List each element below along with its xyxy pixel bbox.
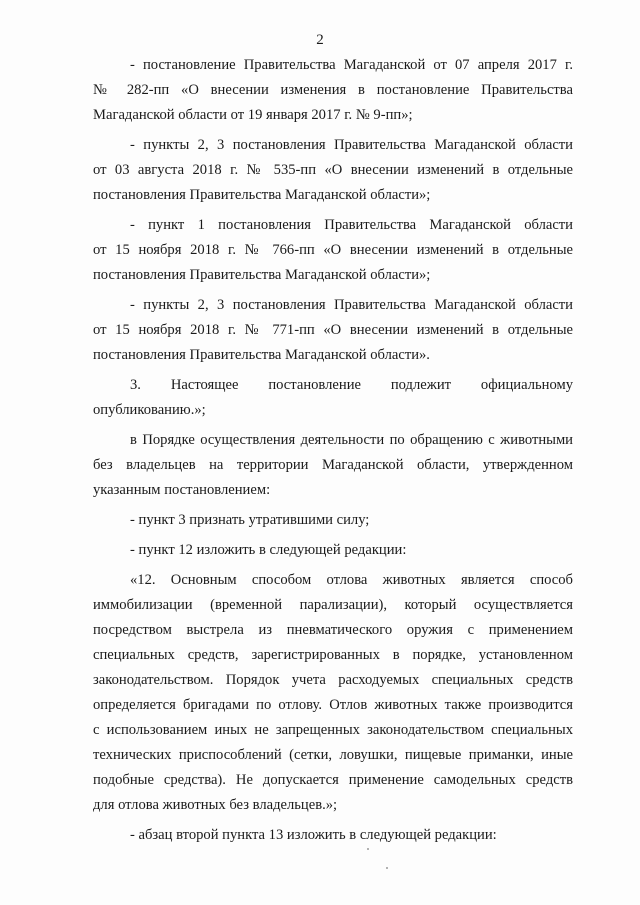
text-line: посредством выстрела из пневматического оружия с применением: [93, 622, 573, 638]
text-line: - постановление Правительства Магаданской от 07 апреля 2017 г.: [130, 57, 573, 73]
paragraph: [93, 823, 573, 848]
text-line: от 03 августа 2018 г. № 535-пп «О внесении изменений в отдельные: [93, 162, 573, 178]
scan-speck: [386, 867, 388, 869]
text-line: 3. Настоящее постановление подлежит официальному: [130, 377, 573, 393]
text-line: с использованием иных не запрещенных законодательством специальных: [93, 722, 573, 738]
text-line: специальных средств, зарегистрированных в порядке, установленном: [93, 647, 573, 663]
scan-speck: [367, 848, 369, 850]
text-line: указанным постановлением:: [93, 482, 271, 498]
text-line: технических приспособлений (сетки, ловушки, пищевые приманки, иные: [93, 747, 573, 763]
text-line: - пункт 1 постановления Правительства Магаданской области: [130, 217, 573, 233]
text-line: № 282-пп «О внесении изменения в постановление Правительства: [93, 82, 573, 98]
text-line: - пункт 12 изложить в следующей редакции:: [130, 542, 407, 558]
paragraph: [93, 508, 573, 533]
paragraph: [93, 293, 573, 368]
paragraph: [93, 213, 573, 288]
text-line: для отлова животных без владельцев.»;: [93, 797, 338, 813]
paragraph: [93, 53, 573, 128]
text-line: - абзац второй пункта 13 изложить в следующей редакции:: [130, 827, 497, 843]
text-line: «12. Основным способом отлова животных является способ: [130, 572, 573, 588]
text-line: Магаданской области от 19 января 2017 г. № 9-пп»;: [93, 107, 413, 123]
text-line: законодательством. Порядок учета расходуемых специальных средств: [93, 672, 573, 688]
text-line: постановления Правительства Магаданской области».: [93, 347, 430, 363]
text-line: от 15 ноября 2018 г. № 766-пп «О внесении изменений в отдельные: [93, 242, 573, 258]
text-line: постановления Правительства Магаданской области»;: [93, 187, 431, 203]
document-body: [93, 53, 573, 853]
text-line: определяется бригадами по отлову. Отлов животных также производится: [93, 697, 573, 713]
text-line: - пункт 3 признать утратившими силу;: [130, 512, 370, 528]
page-number: 2: [316, 32, 324, 48]
paragraph: [93, 373, 573, 423]
text-line: опубликованию.»;: [93, 402, 206, 418]
paragraph: [93, 568, 573, 818]
paragraph: [93, 428, 573, 503]
paragraph: [93, 538, 573, 563]
text-line: без владельцев на территории Магаданской области, утвержденном: [93, 457, 573, 473]
text-line: постановления Правительства Магаданской области»;: [93, 267, 431, 283]
paragraph: [93, 133, 573, 208]
text-line: подобные средства). Не допускается применение самодельных средств: [93, 772, 573, 788]
text-line: в Порядке осуществления деятельности по обращению с животными: [130, 432, 573, 448]
text-line: от 15 ноября 2018 г. № 771-пп «О внесении изменений в отдельные: [93, 322, 573, 338]
text-line: - пункты 2, 3 постановления Правительства Магаданской области: [130, 137, 573, 153]
text-line: - пункты 2, 3 постановления Правительства Магаданской области: [130, 297, 573, 313]
text-line: иммобилизации (временной парализации), который осуществляется: [93, 597, 573, 613]
